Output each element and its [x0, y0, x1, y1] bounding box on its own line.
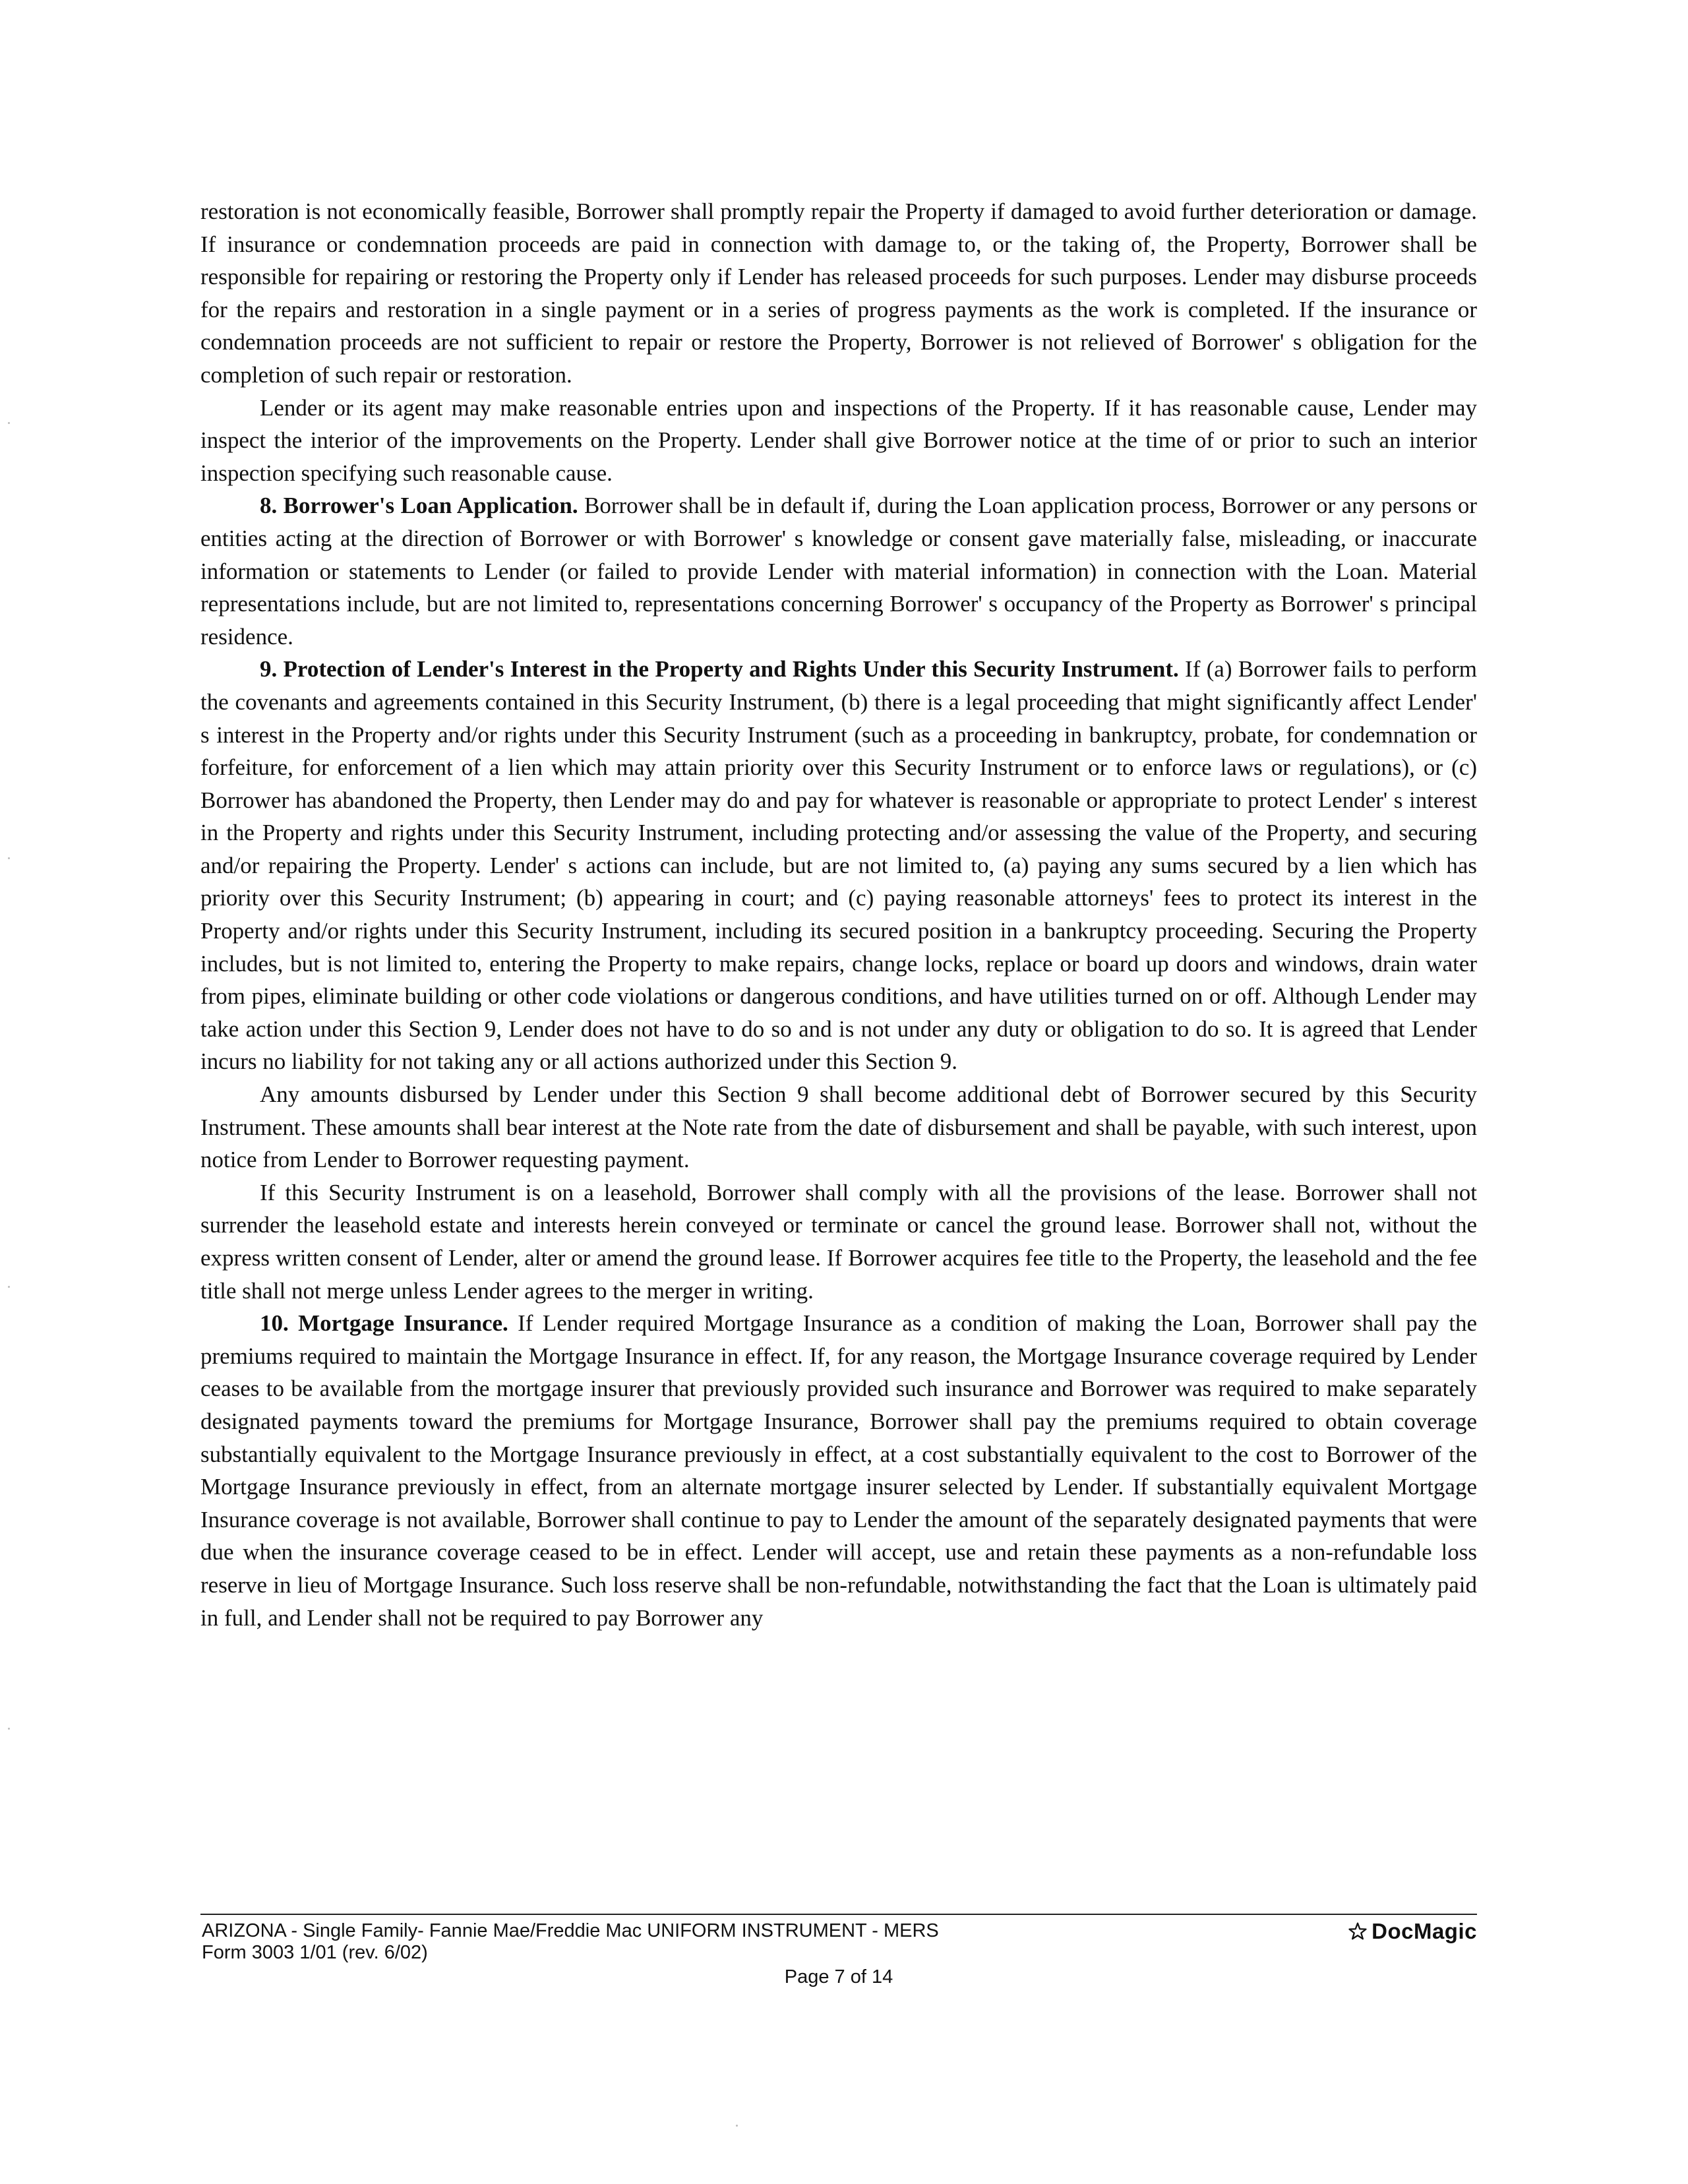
section-8-loan-application: [200, 489, 1477, 653]
scan-speck: [736, 2125, 738, 2127]
page-number: Page 7 of 14: [784, 1966, 893, 1987]
section-heading: 9. Protection of Lender's Interest in the Property and Rights Under this Security Instrument.: [260, 656, 1179, 682]
paragraph-text: Borrower shall be in default if, during the Loan application process, Borrower or any persons or entities acting at the direction of Borrower or with Borrower' s knowledge or consent gave materially false, misleading, or inaccurate information or statements to Lender (or failed to provide Lender with material information) in connection with the Loan. Material representations include, but are not limited to, representations concerning Borrower' s occupancy of the Property as Borrower' s principal residence.: [200, 493, 1477, 650]
paragraph-text: If (a) Borrower fails to perform the covenants and agreements contained in this Security Instrument, (b) there is a legal proceeding that might significantly affect Lender' s interest in the Property and/or rights under this Security Instrument (such as a proceeding in bankruptcy, probate, for condemnation or forfeiture, for enforcement of a lien which may attain priority over this Security Instrument or to enforce laws or regulations), or (c) Borrower has abandoned the Property, then Lender may do and pay for whatever is reasonable or appropriate to protect Lender' s interest in the Property and rights under this Security Instrument, including protecting and/or assessing the value of the Property, and securing and/or repairing the Property. Lender' s actions can include, but are not limited to, (a) paying any sums secured by a lien which has priority over this Security Instrument; (b) appearing in court; and (c) paying reasonable attorneys' fees to protect its interest in the Property and/or rights under this Security Instrument, including its secured position in a bankruptcy proceeding. Securing the Property includes, but is not limited to, entering the Property to make repairs, change locks, replace or board up doors and windows, drain water from pipes, eliminate building or other code violations or dangerous conditions, and have utilities turned on or off. Although Lender may take action under this Section 9, Lender does not have to do so and is not under any duty or obligation to do so. It is agreed that Lender incurs no liability for not taking any or all actions authorized under this Section 9.: [200, 656, 1478, 1075]
paragraph-leasehold: [200, 1176, 1477, 1307]
paragraph-restoration: [200, 195, 1477, 392]
paragraph-text: Lender or its agent may make reasonable entries upon and inspections of the Property. If it has reasonable cause, Lender may inspect the interior of the improvements on the Property. Lender shall give Borrower notice at the time of or prior to such an interior inspection specifying such reasonable cause.: [200, 394, 1477, 486]
star-icon: [1348, 1922, 1368, 1941]
section-heading: 10. Mortgage Insurance.: [260, 1310, 508, 1337]
paragraph-text: restoration is not economically feasible, Borrower shall promptly repair the Property if damaged to avoid further deterioration or damage. If insurance or condemnation proceeds are paid in connection with damage to, or the taking of, the Property, Borrower shall be responsible for repairing or restoring the Property only if Lender has released proceeds for such purposes. Lender may disburse proceeds for the repairs and restoration in a single payment or in a series of progress payments as the work is completed. If the insurance or condemnation proceeds are not sufficient to repair or restore the Property, Borrower is not relieved of Borrower' s obligation for the completion of such repair or restoration.: [200, 198, 1477, 388]
section-10-mortgage-insurance: [200, 1307, 1477, 1634]
paragraph-text: If this Security Instrument is on a leasehold, Borrower shall comply with all the provisions of the lease. Borrower shall not surrender the leasehold estate and interests herein conveyed or terminate or cancel the ground lease. Borrower shall not, without the express written consent of Lender, alter or amend the ground lease. If Borrower acquires fee title to the Property, the leasehold and the fee title shall not merge unless Lender agrees to the merger in writing.: [200, 1179, 1477, 1304]
footer-divider: [200, 1914, 1477, 1915]
form-number: Form 3003 1/01 (rev. 6/02): [202, 1942, 428, 1963]
scan-speck: [8, 1728, 10, 1730]
paragraph-text: Any amounts disbursed by Lender under this Section 9 shall become additional debt of Borrower secured by this Security Instrument. These amounts shall bear interest at the Note rate from the date of disbursement and shall be payable, with such interest, upon notice from Lender to Borrower requesting payment.: [200, 1081, 1477, 1173]
section-heading: 8. Borrower's Loan Application.: [260, 493, 578, 519]
document-body: [200, 195, 1477, 1634]
scan-speck: [8, 857, 10, 859]
paragraph-inspection: [200, 392, 1477, 490]
paragraph-text: If Lender required Mortgage Insurance as a condition of making the Loan, Borrower shall pay the premiums required to maintain the Mortgage Insurance in effect. If, for any reason, the Mortgage Insurance coverage required by Lender ceases to be available from the mortgage insurer that previously provided such insurance and Borrower was required to make separately designated payments toward the premiums for Mortgage Insurance, Borrower shall pay the premiums required to obtain coverage substantially equivalent to the Mortgage Insurance previously in effect, at a cost substantially equivalent to the cost to Borrower of the Mortgage Insurance previously in effect, from an alternate mortgage insurer selected by Lender. If substantially equivalent Mortgage Insurance coverage is not available, Borrower shall continue to pay to Lender the amount of the separately designated payments that were due when the insurance coverage ceased to be in effect. Lender will accept, use and retain these payments as a non-refundable loss reserve in lieu of Mortgage Insurance. Such loss reserve shall be non-refundable, notwithstanding the fact that the Loan is ultimately paid in full, and Lender shall not be required to pay Borrower any: [200, 1310, 1477, 1631]
brand-name: DocMagic: [1372, 1919, 1477, 1943]
scan-speck: [8, 1286, 10, 1288]
scan-speck: [8, 422, 10, 424]
form-title: ARIZONA - Single Family- Fannie Mae/Freddie Mac UNIFORM INSTRUMENT - MERS: [202, 1920, 939, 1941]
paragraph-amounts-disbursed: [200, 1078, 1477, 1176]
section-9-protection-of-lenders-interest: [200, 653, 1477, 1078]
docmagic-logo: [1348, 1920, 1477, 1942]
